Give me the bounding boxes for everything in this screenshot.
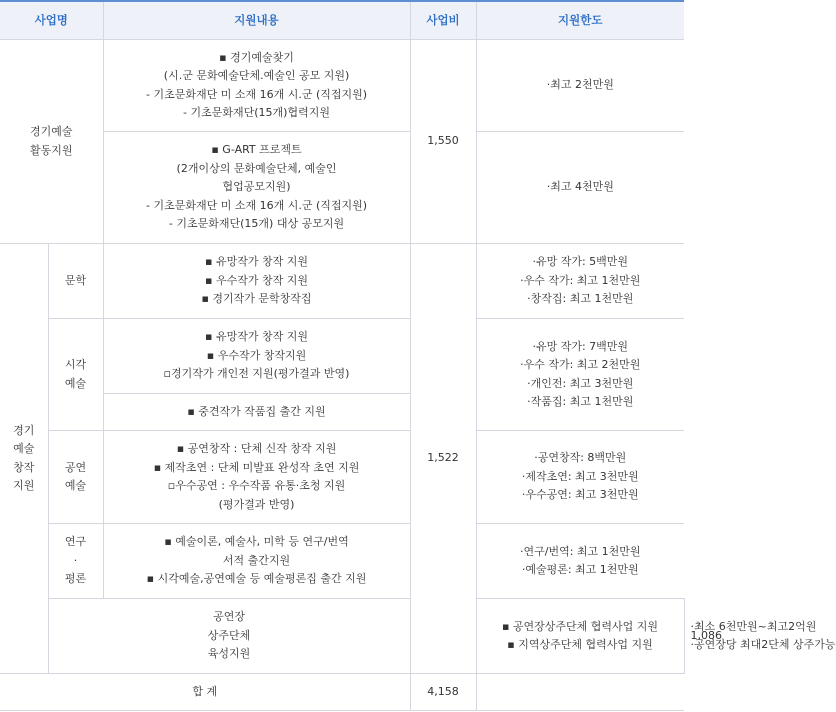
text-line: 지원 [13,479,35,492]
text-line: ·유망 작가: 5백만원 [532,255,629,269]
text-line: ·개인전: 최고 3천만원 [527,376,634,390]
limit-cell [476,431,684,524]
text-line: 연구 [64,535,87,549]
text-line: (평가결과 반영) [218,497,295,511]
table-row [0,40,684,132]
text-line: ▪ 지역상주단체 협력사업 지원 [507,638,653,651]
text-line: 서적 출간지원 [222,553,291,567]
text-line: ·작품집: 최고 1천만원 [527,395,634,408]
limit-cell [476,319,684,431]
text-line: ▪ 중견작가 작품집 출간 지원 [187,404,326,418]
text-line: (시.군 문화예술단체.예술인 공모 지원) [163,69,350,82]
text-line: - 기초문화재단 미 소재 16개 시.군 (직접지원) [145,87,368,101]
text-line: ·연구/번역: 최고 1천만원 [519,544,641,558]
program-cell [0,40,103,244]
text-line: ▫우수공연 : 우수작품 유통·초청 지원 [167,479,346,492]
text-line: ▪ 우수작가 창작 지원 [205,273,308,287]
total-value: 4,158 [410,674,476,711]
text-line: · [73,553,78,567]
text-line: 예술 [64,376,87,390]
header-row [0,1,684,40]
text-line: ▪ 제작초연 : 단체 미발표 완성작 초연 지원 [153,460,360,474]
text-line: ·우수공연: 최고 3천만원 [521,488,639,502]
text-line: ▪ 유망작가 창작 지원 [205,330,308,344]
program-cell [48,599,410,674]
text-line: 예술 [64,479,87,492]
table-row [0,524,684,599]
text-line: 예술 [13,442,35,455]
text-line: 협업공모지원) [222,180,291,194]
limit-cell [476,244,684,319]
category-cell [48,431,103,524]
text-line: 육성지원 [207,647,251,661]
text-line: 상주단체 [207,628,251,642]
content-cell [103,524,410,599]
category-cell [48,524,103,599]
header-limit: 지원한도 [476,1,684,40]
category-cell [48,319,103,431]
limit-cell [476,524,684,599]
text-line: 경기 [13,423,35,437]
total-label: 합 계 [0,674,410,711]
text-line: ·공연창작: 8백만원 [534,451,627,465]
text-line: ▪ 경기작가 문학창작집 [201,292,312,306]
content-cell [103,132,410,244]
text-line: 평론 [64,572,87,586]
text-line: ·우수 작가: 최고 1천만원 [520,273,641,287]
program-cell [0,244,48,674]
text-line: (2개이상의 문화예술단체, 예술인 [176,161,337,175]
text-line: ·창작집: 최고 1천만원 [527,292,634,306]
text-line: ▪ 유망작가 창작 지원 [205,255,308,269]
text-line: ·최고 2천만원 [546,78,614,92]
text-line: 공연 [64,460,87,474]
content-cell [103,40,410,132]
budget-cell: 1,522 [410,244,476,674]
total-limit-cell [476,674,684,711]
text-line: ·유망 작가: 7백만원 [532,339,629,353]
text-line: ·우수 작가: 최고 2천만원 [520,358,641,371]
text-line: ▪ G-ART 프로젝트 [211,143,302,157]
text-line: 경기예술 [30,125,73,138]
header-budget: 사업비 [410,1,476,40]
text-line: ▪ 경기예술찾기 [219,50,294,64]
table-row [0,132,684,244]
limit-cell [476,132,684,244]
table-row [0,244,684,319]
content-cell [103,319,410,394]
text-line: ▪ 공연창작 : 단체 신작 창작 지원 [176,442,337,455]
content-cell [476,599,684,674]
text-line: 시각 [64,358,87,371]
total-row [0,674,684,711]
text-line: ·예술평론: 최고 1천만원 [521,563,639,576]
text-line: ▪ 공연장상주단체 협력사업 지원 [501,619,659,633]
content-cell [103,244,410,319]
table-row [0,319,684,394]
text-line: ·제작초연: 최고 3천만원 [521,469,639,483]
text-line: ▪ 시각예술,공연예술 등 예술평론집 출간 지원 [146,572,367,586]
text-line: 공연장 [213,610,245,624]
table-row: 공연장 상주단체 육성지원 ▪ 공연장상주단체 협력사업 지원 ▪ 지역상주단체 협력사업 지원 1,086 ·최소 6천만원~최고2억원 ·공연장당 최대2단체 상주가능 [0,599,684,674]
content-cell [103,394,410,431]
text-line: ▫경기작가 개인전 지원(평가결과 반영) [163,367,350,381]
table-row [0,431,684,524]
text-line: 활동지원 [30,143,73,157]
text-line: ·최고 4천만원 [546,180,614,194]
text-line: - 기초문화재단(15개)협력지원 [183,106,330,119]
text-line: 문학 [64,273,87,287]
text-line: ▪ 예술이론, 예술사, 미학 등 연구/번역 [164,535,349,549]
limit-cell [476,40,684,132]
text-line: - 기초문화재단 미 소재 16개 시.군 (직접지원) [145,198,368,212]
content-cell [103,431,410,524]
budget-cell: 1,550 [410,40,476,244]
category-cell [48,244,103,319]
header-content: 지원내용 [103,1,410,40]
header-program: 사업명 [0,1,103,40]
text-line: ▪ 우수작가 창작지원 [206,348,307,362]
text-line: 창작 [13,460,35,474]
text-line: - 기초문화재단(15개) 대상 공모지원 [168,217,345,231]
